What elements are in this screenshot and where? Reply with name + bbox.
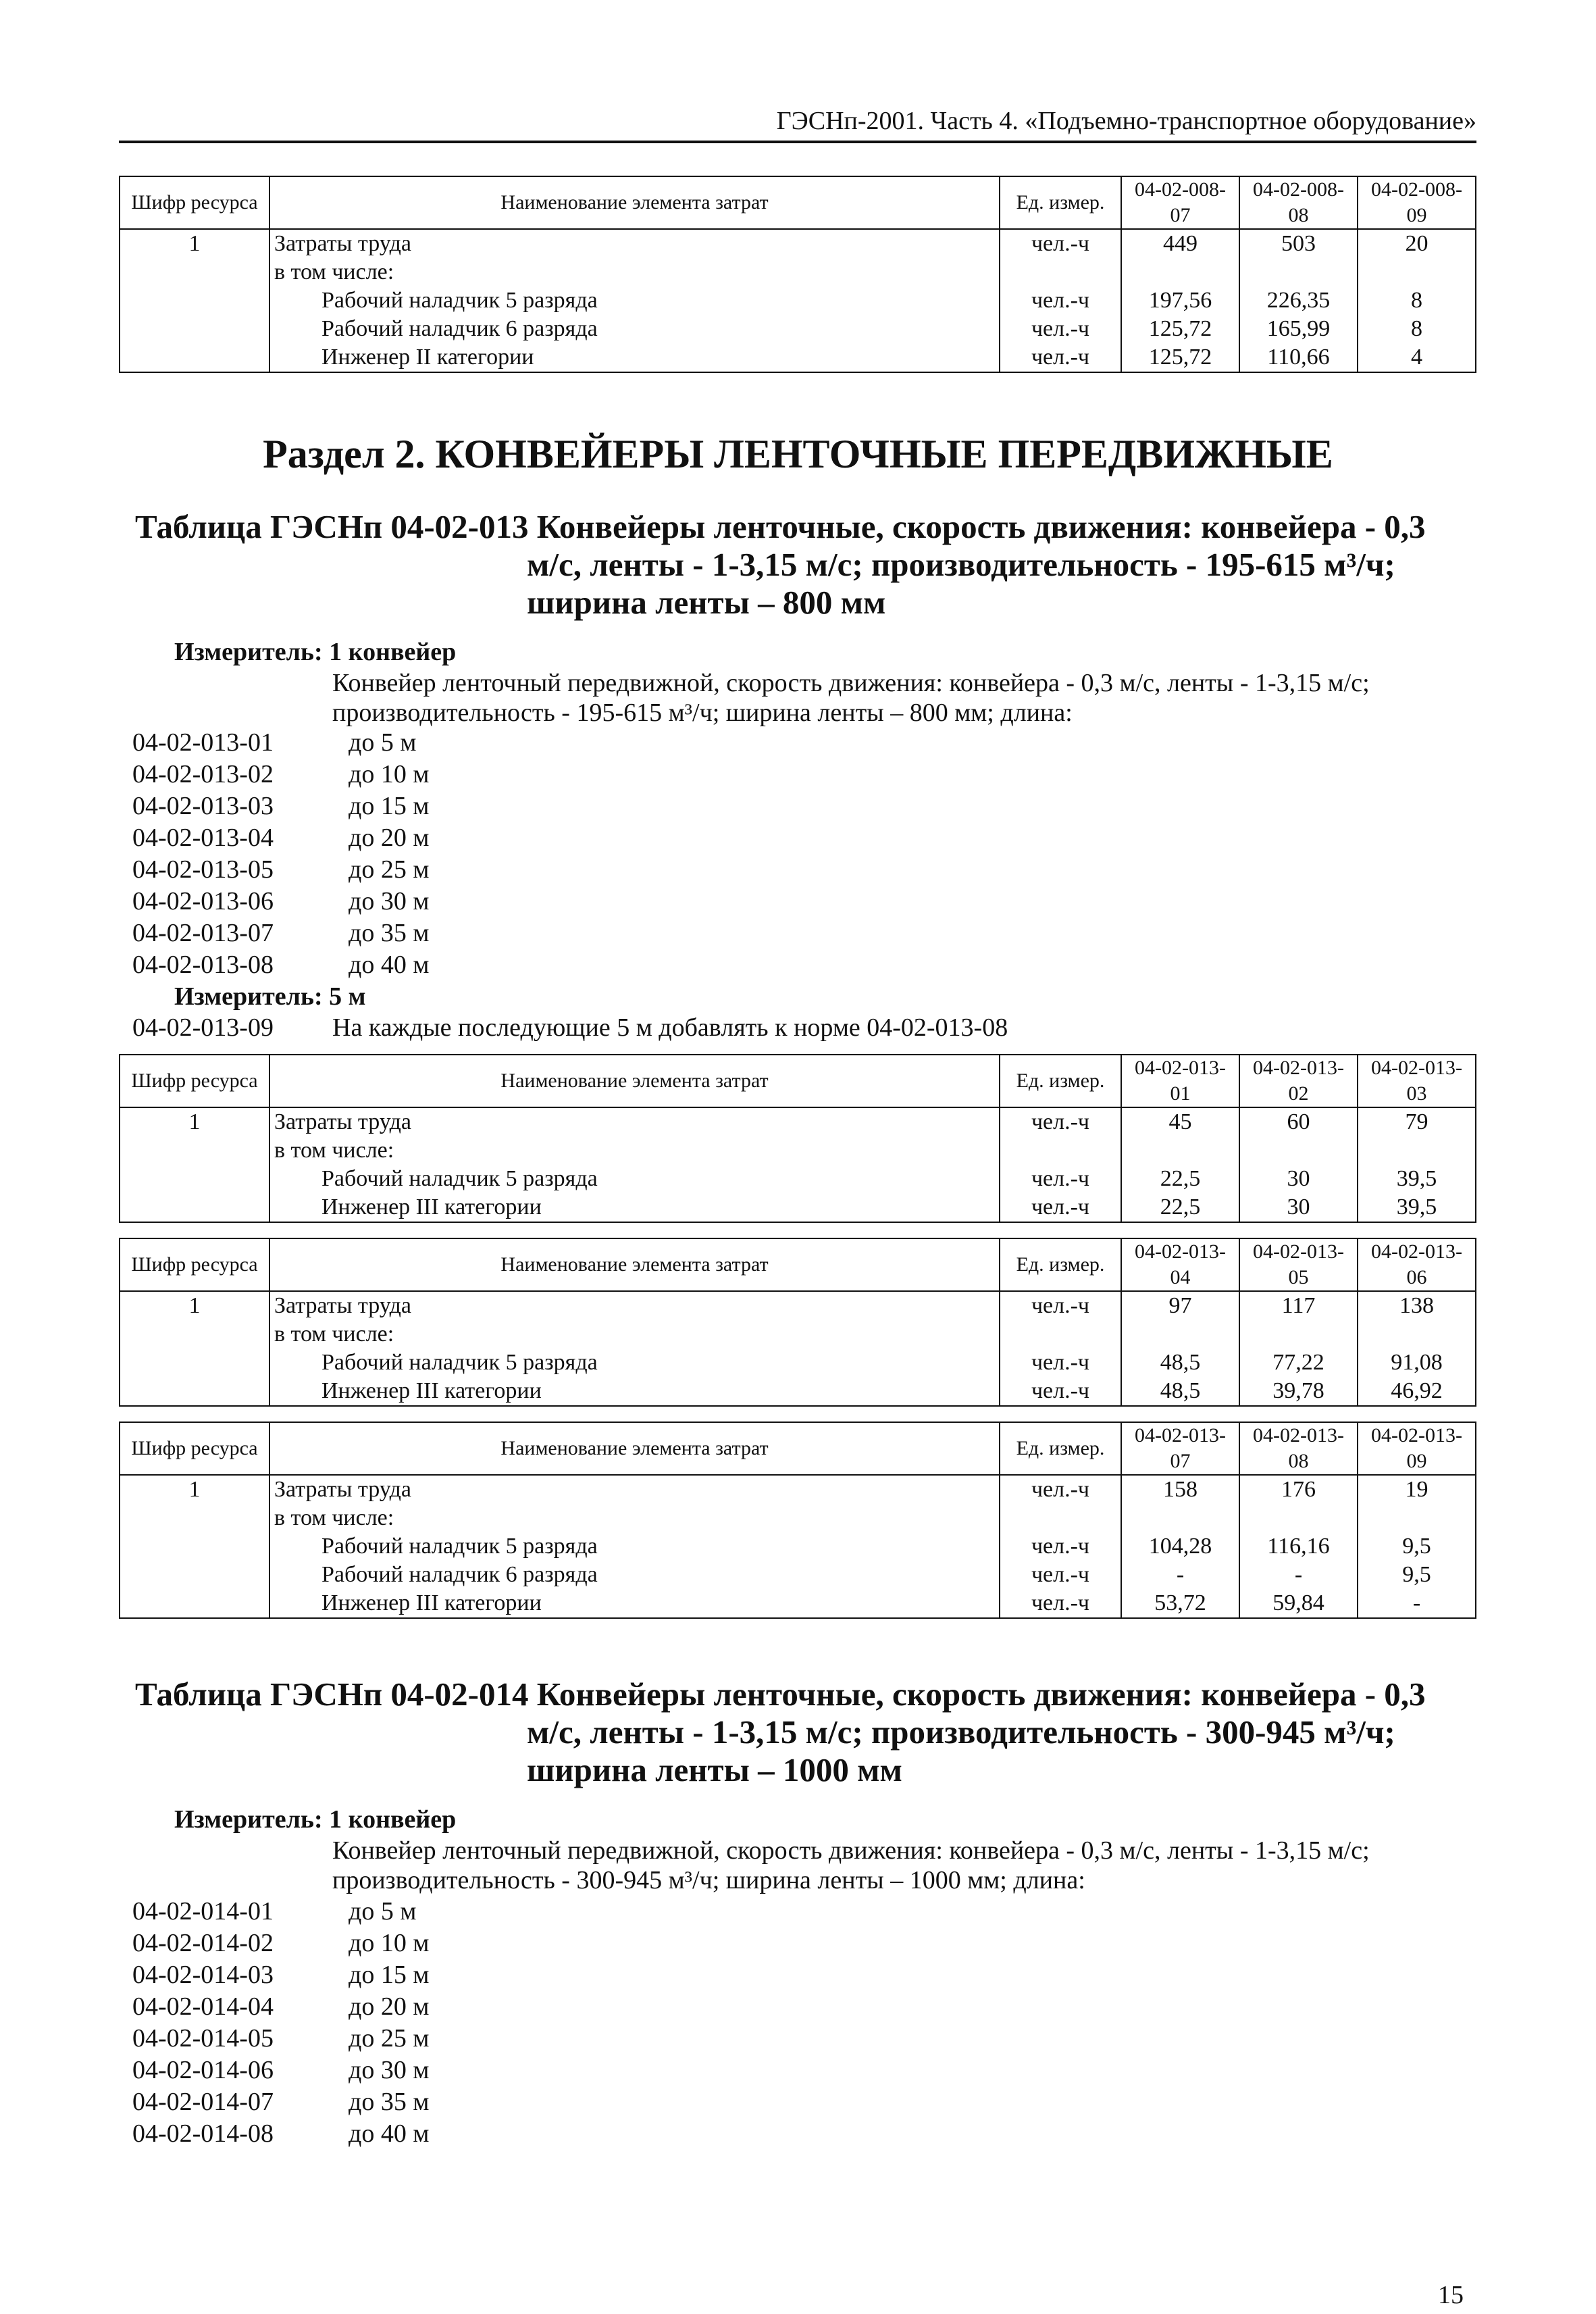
cell-line: [124, 343, 265, 372]
table-013-meter: Измеритель: 1 конвейер: [174, 638, 457, 666]
cell-line: Рабочий наладчик 6 разряда: [321, 316, 598, 341]
cell-line: Рабочий наладчик 5 разряда: [321, 1350, 598, 1375]
table-013-desc-line2: производительность - 195-615 м³/ч; ширина ленты – 800 мм; длина:: [332, 699, 1073, 727]
code-list-item: [132, 2118, 429, 2150]
cell-line: чел.-ч: [1031, 1378, 1090, 1403]
code-list-item: [132, 1959, 429, 1991]
col-header-norm-code: 04-02-008-09: [1358, 176, 1476, 229]
cell-value: 8: [1411, 316, 1422, 341]
cell-value: 9,5: [1402, 1562, 1431, 1587]
resource-table-008: [119, 176, 1476, 373]
table-013-code-list: [132, 727, 429, 981]
col-value: [1121, 1475, 1239, 1618]
cell-value: 4: [1411, 345, 1422, 370]
cell-line: [124, 1193, 265, 1222]
norm-length: до 35 м: [349, 919, 430, 947]
table-013-meter2: Измеритель: 5 м: [174, 982, 366, 1011]
col-header-code: Шифр ресурса: [120, 176, 269, 229]
code-list-item: [132, 2086, 429, 2118]
cell-line: [124, 1532, 265, 1561]
cell-value: 39,78: [1272, 1378, 1324, 1403]
col-header-name: Наименование элемента затрат: [269, 1055, 1000, 1107]
norm-length: до 10 м: [349, 1929, 430, 1957]
col-code: [120, 1475, 269, 1618]
cell-line: чел.-ч: [1031, 1590, 1090, 1615]
table-header-row: [120, 1422, 1476, 1475]
table-014-meter: Измеритель: 1 конвейер: [174, 1805, 457, 1834]
cell-line: Затраты труда: [274, 231, 412, 256]
norm-length: до 25 м: [349, 2024, 430, 2053]
col-header-norm-code: 04-02-013-04: [1121, 1238, 1239, 1291]
cell-value: 77,22: [1272, 1350, 1324, 1375]
table-014-desc-line2: производительность - 300-945 м³/ч; ширина ленты – 1000 мм; длина:: [332, 1866, 1085, 1894]
table-014-title: [135, 1676, 1459, 1789]
col-header-unit: Ед. измер.: [1000, 176, 1121, 229]
table-body-row: [120, 1291, 1476, 1406]
cell-value: [1362, 1136, 1471, 1165]
cell-value: [1244, 1504, 1353, 1532]
norm-code: 04-02-014-06: [132, 2056, 274, 2084]
cell-value: 110,66: [1267, 345, 1330, 370]
col-header-code: Шифр ресурса: [120, 1238, 269, 1291]
cell-value: [1126, 1504, 1235, 1532]
cell-line: Рабочий наладчик 6 разряда: [321, 1562, 598, 1587]
col-name: [269, 1107, 1000, 1222]
cell-line: [1004, 1136, 1116, 1165]
col-header-code: Шифр ресурса: [120, 1055, 269, 1107]
code-list-item: [132, 917, 429, 949]
cell-value: 449: [1163, 231, 1198, 256]
cell-value: 22,5: [1160, 1166, 1201, 1191]
col-value: [1358, 1107, 1476, 1222]
cell-value: [1126, 1136, 1235, 1165]
cell-line: в том числе:: [274, 1138, 394, 1163]
cell-line: чел.-ч: [1031, 1166, 1090, 1191]
table-013-title-line3: ширина ленты – 800 мм: [527, 584, 886, 621]
cell-line: Затраты труда: [274, 1109, 412, 1134]
col-value: [1358, 229, 1476, 372]
cell-line: чел.-ч: [1031, 1477, 1090, 1502]
cell-value: 125,72: [1148, 345, 1212, 370]
norm-length: до 15 м: [349, 792, 430, 820]
cell-value: 19: [1405, 1477, 1428, 1502]
cell-value: 9,5: [1402, 1534, 1431, 1559]
norm-length: до 20 м: [349, 1992, 430, 2021]
col-value: [1358, 1291, 1476, 1406]
cell-value: 30: [1287, 1194, 1310, 1219]
table-013-title-line1: Таблица ГЭСНп 04-02-013 Конвейеры ленточные, скорость движения: конвейера - 0,3: [135, 508, 1426, 545]
cell-value: -: [1412, 1590, 1421, 1615]
col-header-unit: Ед. измер.: [1000, 1055, 1121, 1107]
table-014-title-line2: м/с, ленты - 1-3,15 м/с; производительность - 300-945 м³/ч;: [527, 1713, 1395, 1751]
table-body-row: [120, 1475, 1476, 1618]
col-value: [1121, 229, 1239, 372]
col-name: [269, 1291, 1000, 1406]
norm-code: 04-02-013-02: [132, 760, 274, 788]
cell-value: 125,72: [1148, 316, 1212, 341]
cell-line: [124, 1165, 265, 1193]
table-body-row: [120, 1107, 1476, 1222]
cell-line: Инженер III категории: [321, 1378, 542, 1403]
cell-line: Инженер II категории: [321, 345, 534, 370]
col-unit: [1000, 229, 1121, 372]
code-list-item: [132, 2023, 429, 2055]
resource-table-013-a: [119, 1054, 1476, 1223]
cell-line: [124, 286, 265, 315]
code-list-item: [132, 822, 429, 854]
cell-line: в том числе:: [274, 1322, 394, 1347]
cell-value: 48,5: [1160, 1378, 1201, 1403]
resource-table-013-b: [119, 1238, 1476, 1407]
cell-value: [1362, 1320, 1471, 1349]
col-header-name: Наименование элемента затрат: [269, 176, 1000, 229]
table-body-row: [120, 229, 1476, 372]
col-code: [120, 1107, 269, 1222]
norm-length: до 15 м: [349, 1961, 430, 1989]
cell-value: 8: [1411, 288, 1422, 313]
cell-line: чел.-ч: [1031, 1562, 1090, 1587]
norm-length: до 5 м: [349, 1897, 417, 1926]
table-header-row: [120, 1055, 1476, 1107]
col-unit: [1000, 1107, 1121, 1222]
norm-code: 04-02-014-02: [132, 1929, 274, 1957]
norm-code: 04-02-014-07: [132, 2088, 274, 2116]
col-header-norm-code: 04-02-013-02: [1239, 1055, 1358, 1107]
cell-line: чел.-ч: [1031, 288, 1090, 313]
cell-line: чел.-ч: [1031, 1534, 1090, 1559]
code-list-item: [132, 1991, 429, 2023]
col-value: [1121, 1107, 1239, 1222]
col-header-norm-code: 04-02-013-03: [1358, 1055, 1476, 1107]
cell-line: [124, 1136, 265, 1165]
norm-length: до 20 м: [349, 824, 430, 852]
norm-code: 04-02-014-01: [132, 1897, 274, 1926]
col-value: [1239, 1291, 1358, 1406]
cell-line: в том числе:: [274, 259, 394, 284]
cell-value: 117: [1281, 1293, 1316, 1318]
cell-value: 158: [1163, 1477, 1198, 1502]
cell-line: [124, 1377, 265, 1405]
table-013-title-line2: м/с, ленты - 1-3,15 м/с; производительность - 195-615 м³/ч;: [527, 546, 1395, 583]
section-title: Раздел 2. КОНВЕЙЕРЫ ЛЕНТОЧНЫЕ ПЕРЕДВИЖНЫЕ: [263, 432, 1333, 476]
col-header-unit: Ед. измер.: [1000, 1422, 1121, 1475]
col-value: [1239, 229, 1358, 372]
cell-line: Затраты труда: [274, 1293, 412, 1318]
cell-line: Инженер III категории: [321, 1194, 542, 1219]
cell-value: 59,84: [1272, 1590, 1324, 1615]
cell-value: 46,92: [1391, 1378, 1443, 1403]
code-list-item: [132, 2055, 429, 2086]
norm-length: до 25 м: [349, 855, 430, 884]
cell-line: [124, 1504, 265, 1532]
cell-line: 1: [188, 231, 201, 256]
col-header-norm-code: 04-02-013-06: [1358, 1238, 1476, 1291]
col-header-norm-code: 04-02-013-07: [1121, 1422, 1239, 1475]
cell-line: чел.-ч: [1031, 1350, 1090, 1375]
cell-value: 226,35: [1266, 288, 1331, 313]
cell-value: [1126, 1320, 1235, 1349]
cell-value: [1244, 258, 1353, 286]
extra-code: 04-02-013-09: [132, 1013, 274, 1042]
col-header-name: Наименование элемента затрат: [269, 1238, 1000, 1291]
cell-value: 97: [1168, 1293, 1192, 1318]
cell-value: 165,99: [1266, 316, 1331, 341]
table-013-desc-line1: Конвейер ленточный передвижной, скорость движения: конвейера - 0,3 м/с, ленты - 1-3,15 м/с;: [332, 669, 1370, 697]
norm-code: 04-02-013-04: [132, 824, 274, 852]
cell-value: 48,5: [1160, 1350, 1201, 1375]
cell-line: Затраты труда: [274, 1477, 412, 1502]
col-value: [1358, 1475, 1476, 1618]
cell-value: -: [1294, 1562, 1303, 1587]
col-header-norm-code: 04-02-013-05: [1239, 1238, 1358, 1291]
norm-code: 04-02-013-06: [132, 887, 274, 915]
cell-line: [1004, 1504, 1116, 1532]
cell-value: 39,5: [1396, 1166, 1437, 1191]
code-list-item: [132, 1896, 429, 1928]
norm-code: 04-02-014-04: [132, 1992, 274, 2021]
col-name: [269, 1475, 1000, 1618]
page-number: 15: [1438, 2281, 1464, 2309]
table-013-title: [135, 508, 1459, 622]
cell-value: -: [1176, 1562, 1185, 1587]
cell-line: [1004, 258, 1116, 286]
norm-length: до 35 м: [349, 2088, 430, 2116]
cell-value: 503: [1281, 231, 1316, 256]
extra-text: На каждые последующие 5 м добавлять к норме 04-02-013-08: [332, 1013, 1008, 1042]
norm-length: до 40 м: [349, 2119, 430, 2148]
col-unit: [1000, 1291, 1121, 1406]
norm-length: до 30 м: [349, 2056, 430, 2084]
col-header-unit: Ед. измер.: [1000, 1238, 1121, 1291]
norm-length: до 30 м: [349, 887, 430, 915]
code-list-item: [132, 886, 429, 917]
code-list-item: [132, 1928, 429, 1959]
cell-value: 53,72: [1154, 1590, 1206, 1615]
norm-code: 04-02-013-07: [132, 919, 274, 947]
table-header-row: [120, 176, 1476, 229]
cell-line: 1: [188, 1293, 201, 1318]
col-header-name: Наименование элемента затрат: [269, 1422, 1000, 1475]
cell-line: чел.-ч: [1031, 1194, 1090, 1219]
cell-line: в том числе:: [274, 1505, 394, 1530]
cell-value: 20: [1405, 231, 1428, 256]
norm-code: 04-02-013-03: [132, 792, 274, 820]
norm-code: 04-02-014-08: [132, 2119, 274, 2148]
table-header-row: [120, 1238, 1476, 1291]
cell-value: 79: [1405, 1109, 1428, 1134]
col-header-norm-code: 04-02-008-08: [1239, 176, 1358, 229]
col-code: [120, 229, 269, 372]
table-013-extra-row: [132, 1012, 1008, 1043]
cell-value: 197,56: [1148, 288, 1212, 313]
cell-line: [1004, 1320, 1116, 1349]
cell-line: [124, 258, 265, 286]
col-name: [269, 229, 1000, 372]
cell-value: [1126, 258, 1235, 286]
cell-line: Инженер III категории: [321, 1590, 542, 1615]
cell-value: 22,5: [1160, 1194, 1201, 1219]
cell-value: [1244, 1320, 1353, 1349]
norm-length: до 10 м: [349, 760, 430, 788]
code-list-item: [132, 759, 429, 790]
cell-line: чел.-ч: [1031, 1109, 1090, 1134]
code-list-item: [132, 949, 429, 981]
norm-code: 04-02-013-01: [132, 728, 274, 757]
col-value: [1239, 1475, 1358, 1618]
cell-value: [1362, 258, 1471, 286]
cell-value: 91,08: [1391, 1350, 1443, 1375]
col-code: [120, 1291, 269, 1406]
table-014-code-list: [132, 1896, 429, 2150]
col-header-norm-code: 04-02-013-08: [1239, 1422, 1358, 1475]
norm-code: 04-02-014-05: [132, 2024, 274, 2053]
cell-line: чел.-ч: [1031, 345, 1090, 370]
table-014-desc-line1: Конвейер ленточный передвижной, скорость движения: конвейера - 0,3 м/с, ленты - 1-3,15 м/с;: [332, 1836, 1370, 1865]
cell-value: 39,5: [1396, 1194, 1437, 1219]
cell-value: 138: [1399, 1293, 1434, 1318]
cell-line: [124, 1561, 265, 1589]
cell-value: 30: [1287, 1166, 1310, 1191]
running-header: ГЭСНп-2001. Часть 4. «Подъемно-транспортное оборудование»: [119, 101, 1476, 143]
cell-value: [1244, 1136, 1353, 1165]
resource-table-013-c: [119, 1422, 1476, 1619]
code-list-item: [132, 854, 429, 886]
cell-value: [1362, 1504, 1471, 1532]
norm-code: 04-02-013-08: [132, 951, 274, 979]
cell-value: 176: [1281, 1477, 1316, 1502]
table-014-title-line1: Таблица ГЭСНп 04-02-014 Конвейеры ленточные, скорость движения: конвейера - 0,3: [135, 1676, 1426, 1713]
cell-line: чел.-ч: [1031, 316, 1090, 341]
col-header-code: Шифр ресурса: [120, 1422, 269, 1475]
cell-value: 60: [1287, 1109, 1310, 1134]
col-header-norm-code: 04-02-013-01: [1121, 1055, 1239, 1107]
cell-line: 1: [188, 1477, 201, 1502]
norm-code: 04-02-013-05: [132, 855, 274, 884]
code-list-item: [132, 727, 429, 759]
col-header-norm-code: 04-02-008-07: [1121, 176, 1239, 229]
col-value: [1121, 1291, 1239, 1406]
norm-length: до 5 м: [349, 728, 417, 757]
cell-line: [124, 1349, 265, 1377]
cell-value: 45: [1168, 1109, 1192, 1134]
table-014-title-line3: ширина ленты – 1000 мм: [527, 1751, 902, 1788]
col-value: [1239, 1107, 1358, 1222]
cell-line: Рабочий наладчик 5 разряда: [321, 1534, 598, 1559]
cell-line: Рабочий наладчик 5 разряда: [321, 288, 598, 313]
cell-line: Рабочий наладчик 5 разряда: [321, 1166, 598, 1191]
code-list-item: [132, 790, 429, 822]
norm-code: 04-02-014-03: [132, 1961, 274, 1989]
col-header-norm-code: 04-02-013-09: [1358, 1422, 1476, 1475]
cell-line: 1: [188, 1109, 201, 1134]
norm-length: до 40 м: [349, 951, 430, 979]
cell-line: [124, 1320, 265, 1349]
cell-line: чел.-ч: [1031, 1293, 1090, 1318]
cell-value: 104,28: [1148, 1534, 1212, 1559]
cell-line: [124, 315, 265, 343]
cell-value: 116,16: [1267, 1534, 1330, 1559]
col-unit: [1000, 1475, 1121, 1618]
cell-line: [124, 1589, 265, 1617]
cell-line: чел.-ч: [1031, 231, 1090, 256]
